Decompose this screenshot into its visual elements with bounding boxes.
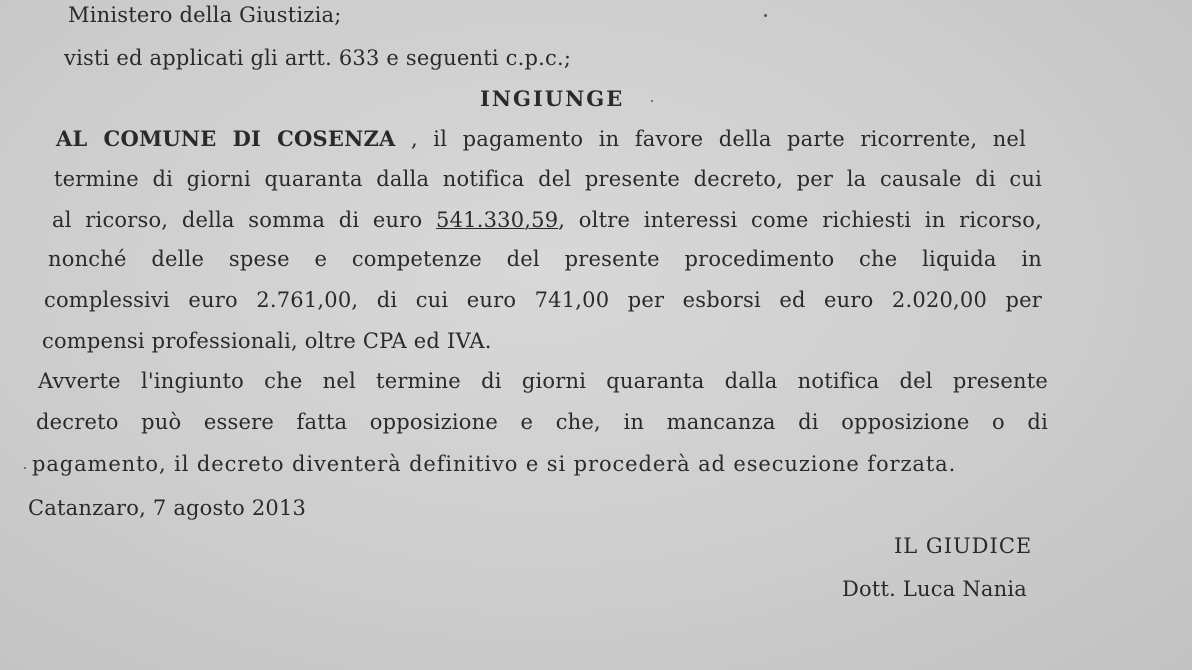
visti-line: visti ed applicati gli artt. 633 e seguenti c.p.c.; xyxy=(64,46,572,70)
warning-line-3: pagamento, il decreto diventerà definitivo e si procederà ad esecuzione forzata. xyxy=(32,452,957,476)
judge-name: Dott. Luca Nania xyxy=(842,577,1027,601)
ingiunge-heading: INGIUNGE xyxy=(480,86,625,111)
place-and-date: Catanzaro, 7 agosto 2013 xyxy=(28,496,307,520)
order-line-6: compensi professionali, oltre CPA ed IVA. xyxy=(42,329,492,353)
scan-speck xyxy=(651,100,653,102)
order-line-2: termine di giorni quaranta dalla notifica del presente decreto, per la causale di cui xyxy=(54,167,1042,191)
order-line-3 xyxy=(52,207,1042,233)
order-line-1 xyxy=(56,126,1026,152)
judge-title: IL GIUDICE xyxy=(894,534,1033,558)
amount-value: 541.330,59 xyxy=(436,208,559,232)
order-line-4: nonché delle spese e competenze del presente procedimento che liquida in xyxy=(48,247,1042,271)
order-line-3-pre: al ricorso, della somma di euro xyxy=(52,208,423,232)
order-line-5: complessivi euro 2.761,00, di cui euro 741,00 per esborsi ed euro 2.020,00 per xyxy=(44,288,1042,312)
warning-line-2: decreto può essere fatta opposizione e che, in mancanza di opposizione o di xyxy=(36,410,1048,434)
order-line-3-post: , oltre interessi come richiesti in ricorso, xyxy=(558,208,1042,232)
ministry-line: Ministero della Giustizia; xyxy=(68,3,342,27)
scan-speck xyxy=(24,467,26,469)
scan-speck xyxy=(764,14,767,17)
order-line-1-text: , il pagamento in favore della parte ricorrente, nel xyxy=(410,127,1026,151)
warning-line-1: Avverte l'ingiunto che nel termine di giorni quaranta dalla notifica del presente xyxy=(38,369,1048,393)
recipient-name: AL COMUNE DI COSENZA xyxy=(56,126,396,151)
